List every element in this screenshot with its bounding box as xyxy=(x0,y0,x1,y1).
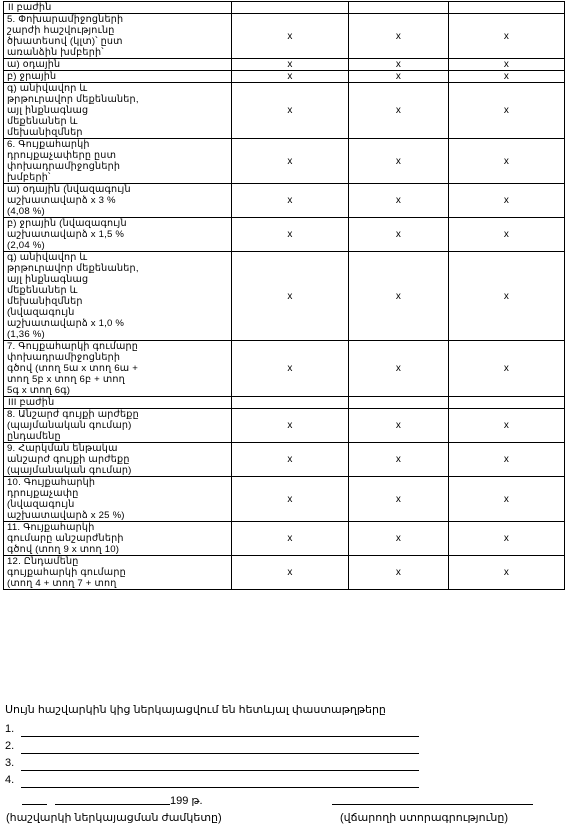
not-applicable-mark: x xyxy=(287,30,293,42)
row-description xyxy=(4,71,232,83)
row-label: 8. Անշարժ գույքի արժեքը (պայմանական գումար) ընդամենը xyxy=(7,409,139,442)
section-title xyxy=(4,397,232,409)
value-cell[interactable] xyxy=(449,252,565,341)
value-cell[interactable] xyxy=(232,83,349,139)
value-cell[interactable] xyxy=(449,2,565,14)
row-description xyxy=(4,83,232,139)
value-cell[interactable] xyxy=(349,556,449,590)
table-row xyxy=(4,83,565,139)
not-applicable-mark: x xyxy=(287,493,293,505)
signer-caption: (վճարողի ստորագրությունը) xyxy=(340,812,508,824)
table-row xyxy=(4,341,565,397)
row-description xyxy=(4,341,232,397)
row-label: 12. Ընդամենը գույքահարկի գումարը (տող 4 + տող 7 + տող xyxy=(7,556,126,589)
row-label: 6. Գույքահարկի դրույքաչափերը ըստ փոխադրամիջոցների խմբերի՝ xyxy=(7,139,121,183)
value-cell[interactable] xyxy=(449,522,565,556)
row-label: ա) օդային xyxy=(7,59,61,70)
attachment-number: 3. xyxy=(5,757,15,769)
row-label: գ) անիվավոր և թրթուրավոր մեքենաներ, այլ ինքնագնաց մեքենաներ և մեխանիզմներ xyxy=(7,83,139,138)
not-applicable-mark: x xyxy=(395,229,402,240)
value-cell[interactable] xyxy=(349,83,449,139)
not-applicable-mark: x xyxy=(503,454,510,465)
tax-calculation-table xyxy=(3,1,565,590)
not-applicable-mark: x xyxy=(395,59,402,70)
row-description xyxy=(4,409,232,443)
section-header-row xyxy=(4,397,565,409)
attachments-section xyxy=(5,703,565,788)
value-cell[interactable] xyxy=(232,397,349,409)
value-cell[interactable] xyxy=(349,14,449,59)
date-caption: (հաշվարկի ներկայացման ժամկետը) xyxy=(6,812,222,824)
table-row xyxy=(4,252,565,341)
section-title xyxy=(4,2,232,14)
value-cell[interactable] xyxy=(349,71,449,83)
not-applicable-mark: x xyxy=(503,105,510,116)
value-cell[interactable] xyxy=(349,139,449,184)
not-applicable-mark: x xyxy=(503,420,510,431)
row-description xyxy=(4,443,232,477)
attachment-number: 4. xyxy=(5,774,15,786)
row-description xyxy=(4,139,232,184)
value-cell[interactable] xyxy=(232,477,349,522)
value-cell[interactable] xyxy=(449,443,565,477)
not-applicable-mark: x xyxy=(503,567,510,578)
row-description xyxy=(4,252,232,341)
value-cell[interactable] xyxy=(232,409,349,443)
value-cell[interactable] xyxy=(449,218,565,252)
value-cell[interactable] xyxy=(449,83,565,139)
row-description xyxy=(4,522,232,556)
not-applicable-mark: x xyxy=(287,155,293,167)
value-cell[interactable] xyxy=(232,184,349,218)
value-cell[interactable] xyxy=(449,477,565,522)
not-applicable-mark: x xyxy=(503,493,510,505)
not-applicable-mark: x xyxy=(287,229,293,240)
row-label: բ) ջրային xyxy=(7,71,57,82)
row-description xyxy=(4,218,232,252)
attachment-blank[interactable] xyxy=(21,742,419,754)
not-applicable-mark: x xyxy=(395,454,402,465)
not-applicable-mark: x xyxy=(503,155,510,167)
row-label: ա) օդային (նվազագույն աշխատավարձ x 3 % (4,08 %) xyxy=(7,184,131,217)
table-row xyxy=(4,522,565,556)
not-applicable-mark: x xyxy=(287,420,293,431)
not-applicable-mark: x xyxy=(503,229,510,240)
signature-blank[interactable] xyxy=(332,804,533,805)
not-applicable-mark: x xyxy=(503,363,510,374)
value-cell[interactable] xyxy=(232,59,349,71)
not-applicable-mark: x xyxy=(395,420,402,431)
table-row xyxy=(4,71,565,83)
row-description xyxy=(4,556,232,590)
table-row xyxy=(4,556,565,590)
not-applicable-mark: x xyxy=(287,567,293,578)
value-cell[interactable] xyxy=(349,409,449,443)
not-applicable-mark: x xyxy=(503,533,510,544)
table-row xyxy=(4,184,565,218)
table-row xyxy=(4,409,565,443)
value-cell[interactable] xyxy=(449,139,565,184)
not-applicable-mark: x xyxy=(503,71,510,82)
attachment-blank[interactable] xyxy=(21,759,419,771)
not-applicable-mark: x xyxy=(395,30,402,42)
not-applicable-mark: x xyxy=(503,290,510,302)
table-row xyxy=(4,443,565,477)
value-cell[interactable] xyxy=(449,556,565,590)
value-cell[interactable] xyxy=(232,218,349,252)
value-cell[interactable] xyxy=(232,522,349,556)
row-label: 11. Գույքահարկի գումարը անշարժների գծով (տող 9 x տող 10) xyxy=(7,522,124,555)
value-cell[interactable] xyxy=(232,2,349,14)
row-label: III բաժին xyxy=(8,397,55,408)
value-cell[interactable] xyxy=(449,184,565,218)
signature-section xyxy=(5,792,565,830)
attachment-number: 2. xyxy=(5,740,15,752)
value-cell[interactable] xyxy=(232,252,349,341)
not-applicable-mark: x xyxy=(395,493,402,505)
row-description xyxy=(4,184,232,218)
not-applicable-mark: x xyxy=(287,105,293,116)
row-label: 9. Հարկման ենթակա անշարժ գույքի արժեքը (պայմանական գումար) xyxy=(7,443,132,476)
value-cell[interactable] xyxy=(232,14,349,59)
row-label: բ) ջրային (նվազագույն աշխատավարձ x 1,5 % (2,04 %) xyxy=(7,218,127,251)
value-cell[interactable] xyxy=(349,2,449,14)
attachments-intro: Սույն հաշվարկին կից ներկայացվում են հետևյալ փաստաթղթերը xyxy=(5,704,386,716)
row-description xyxy=(4,59,232,71)
not-applicable-mark: x xyxy=(503,195,510,206)
value-cell[interactable] xyxy=(349,341,449,397)
not-applicable-mark: x xyxy=(287,290,293,302)
value-cell[interactable] xyxy=(232,556,349,590)
year-text: 199 թ. xyxy=(170,795,203,807)
value-cell[interactable] xyxy=(349,477,449,522)
row-label: 5. Փոխարամիջոցների շարժի հաշվությունը ծխատեսով (կլտ)՝ ըստ առանձին խմբերի՝ xyxy=(7,14,124,58)
attachment-line[interactable] xyxy=(5,771,565,788)
value-cell[interactable] xyxy=(449,71,565,83)
attachment-number: 1. xyxy=(5,723,15,735)
attachment-line[interactable] xyxy=(5,720,565,737)
table-row xyxy=(4,477,565,522)
not-applicable-mark: x xyxy=(287,59,293,70)
table-row xyxy=(4,59,565,71)
attachment-blank[interactable] xyxy=(21,776,419,788)
not-applicable-mark: x xyxy=(395,567,402,578)
value-cell[interactable] xyxy=(349,397,449,409)
value-cell[interactable] xyxy=(349,443,449,477)
not-applicable-mark: x xyxy=(503,59,510,70)
value-cell[interactable] xyxy=(449,397,565,409)
row-label: գ) անիվավոր և թրթուրավոր մեքենաներ, այլ ինքնագնաց մեքենաներ և մեխանիզմներ (նվազագույն աշխատավարձ x 1,0 % (1,36 %) xyxy=(7,252,139,340)
value-cell[interactable] xyxy=(349,252,449,341)
value-cell[interactable] xyxy=(232,139,349,184)
date-day-blank[interactable] xyxy=(22,804,47,805)
row-label: II բաժին xyxy=(8,2,52,13)
value-cell[interactable] xyxy=(232,341,349,397)
attachment-blank[interactable] xyxy=(21,725,419,737)
not-applicable-mark: x xyxy=(395,105,402,116)
value-cell[interactable] xyxy=(449,59,565,71)
not-applicable-mark: x xyxy=(287,71,293,82)
row-label: 10. Գույքահարկի դրույքաչափը (նվազագույն աշխատավարձ x 25 %) xyxy=(7,477,125,521)
row-label: 7. Գույքահարկի գումարը փոխադրամիջոցների գծով (տող 5ա x տող 6ա + տող 5բ x տող 6բ + տող 5գ x տող 6գ) xyxy=(7,341,139,396)
not-applicable-mark: x xyxy=(395,155,402,167)
table-row xyxy=(4,139,565,184)
attachment-line[interactable] xyxy=(5,754,565,771)
value-cell[interactable] xyxy=(449,409,565,443)
not-applicable-mark: x xyxy=(395,195,402,206)
not-applicable-mark: x xyxy=(287,363,293,374)
value-cell[interactable] xyxy=(349,59,449,71)
date-month-blank[interactable] xyxy=(55,804,170,805)
value-cell[interactable] xyxy=(232,71,349,83)
not-applicable-mark: x xyxy=(395,71,402,82)
row-description xyxy=(4,477,232,522)
value-cell[interactable] xyxy=(349,522,449,556)
not-applicable-mark: x xyxy=(287,533,293,544)
not-applicable-mark: x xyxy=(287,195,293,206)
table-row xyxy=(4,14,565,59)
value-cell[interactable] xyxy=(349,184,449,218)
section-header-row xyxy=(4,2,565,14)
not-applicable-mark: x xyxy=(395,533,402,544)
not-applicable-mark: x xyxy=(503,30,510,42)
value-cell[interactable] xyxy=(449,341,565,397)
attachment-line[interactable] xyxy=(5,737,565,754)
value-cell[interactable] xyxy=(449,14,565,59)
not-applicable-mark: x xyxy=(395,363,402,374)
row-description xyxy=(4,14,232,59)
table-row xyxy=(4,218,565,252)
value-cell[interactable] xyxy=(349,218,449,252)
not-applicable-mark: x xyxy=(287,454,293,465)
value-cell[interactable] xyxy=(232,443,349,477)
not-applicable-mark: x xyxy=(395,290,402,302)
